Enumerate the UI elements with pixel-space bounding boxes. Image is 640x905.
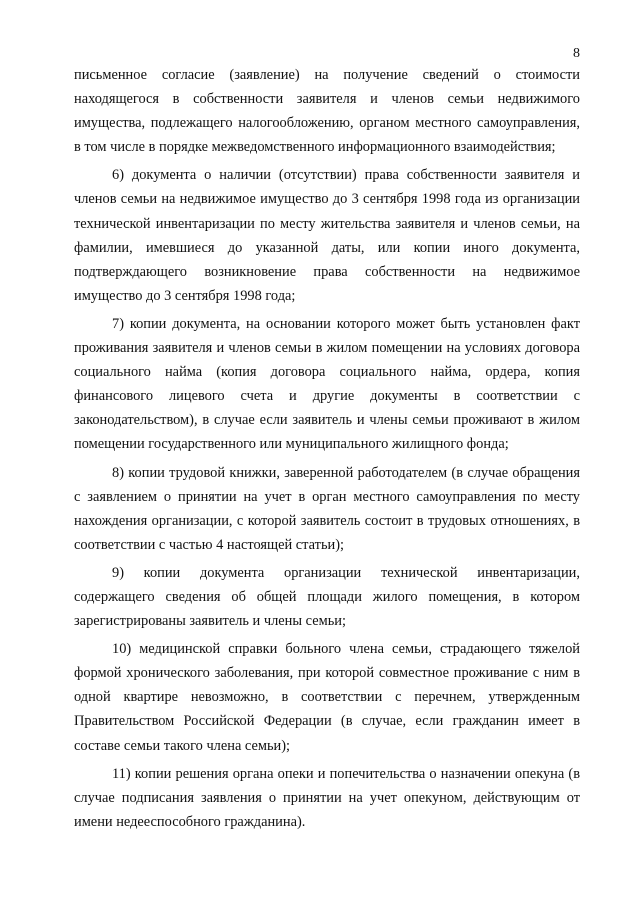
paragraph-item-11: 11) копии решения органа опеки и попечительства о назначении опекуна (в случае подписания заявления о принятии на учет опекуном, действующим от имени недееспособного гражданина).	[74, 765, 580, 830]
paragraph-continuation: письменное согласие (заявление) на получение сведений о стоимости находящегося в собственности заявителя и членов семьи недвижимого имущества, подлежащего налогообложению, органом местного самоуправления, в том числе в порядке межведомственного информационного взаимодействия;	[74, 67, 580, 156]
paragraph-item-8: 8) копии трудовой книжки, заверенной работодателем (в случае обращения с заявлением о принятии на учет в орган местного самоуправления по месту нахождения организации, с которой заявитель состоит в трудовых отношениях, в соответствии с частью 4 настоящей статьи);	[74, 464, 580, 553]
paragraph-item-9: 9) копии документа организации технической инвентаризации, содержащего сведения об общей площади жилого помещения, в котором зарегистрированы заявитель и члены семьи;	[74, 564, 580, 630]
page-number: 8	[573, 46, 580, 61]
paragraph-item-7: 7) копии документа, на основании которого может быть установлен факт проживания заявителя и членов семьи в жилом помещении на условиях договора социального найма (копия договора социального найма, ордера, копия финансового лицевого счета и другие документы в соответствии с законодательством), в случае если заявитель и члены семьи проживают в жилом помещении государственного или муниципального жилищного фонда;	[74, 315, 580, 453]
paragraph-item-10: 10) медицинской справки больного члена семьи, страдающего тяжелой формой хронического заболевания, при которой совместное проживание с ним в одной квартире невозможно, в соответствии с перечнем, утвержденным Правительством Российской Федерации (в случае, если гражданин имеет в составе семьи такого члена семьи);	[74, 641, 580, 754]
document-body	[74, 63, 580, 838]
paragraph-item-6: 6) документа о наличии (отсутствии) права собственности заявителя и членов семьи на недвижимое имущество до 3 сентября 1998 года из организации технической инвентаризации по месту жительства заявителя и членов семьи, на фамилии, имевшиеся до указанной даты, или копии иного документа, подтверждающего возникновение права собственности на недвижимое имущество до 3 сентября 1998 года;	[74, 167, 580, 304]
